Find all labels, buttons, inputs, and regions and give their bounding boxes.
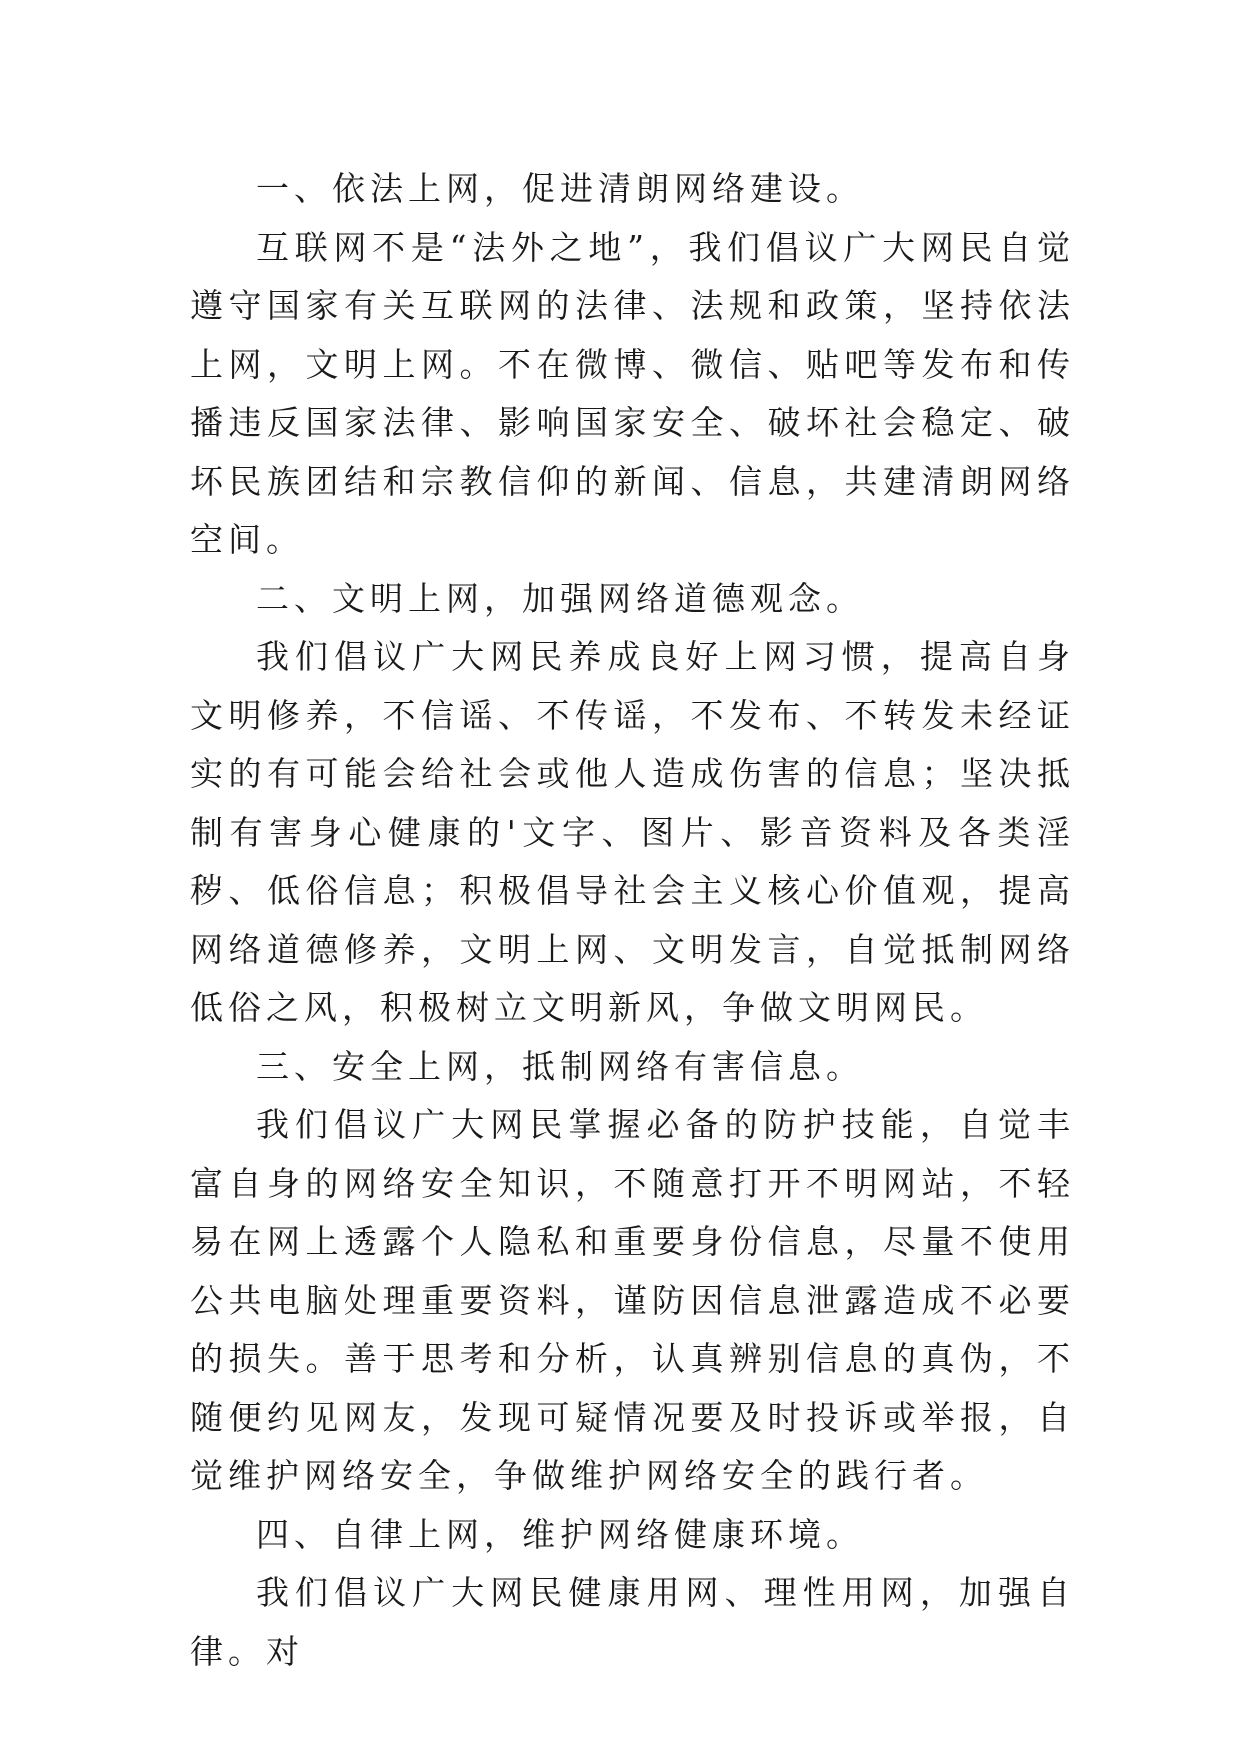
heading-3-safe-online: 三、安全上网，抵制网络有害信息。 [256,1046,864,1086]
heading-4-self-discipline-online: 四、自律上网，维护网络健康环境。 [256,1514,864,1554]
paragraph-lawful-online: 互联网不是“法外之地”，我们倡议广大网民自觉遵守国家有关互联网的法律、法规和政策，坚持依法上网，文明上网。不在微博、微信、贴吧等发布和传播违反国家法律、影响国家安全、破坏社会稳定、破坏民族团结和宗教信仰的新闻、信息，共建清朗网络空间。 [190,227,1075,559]
heading-1-lawful-online: 一、依法上网，促进清朗网络建设。 [256,169,864,208]
paragraph-safe-online: 我们倡议广大网民掌握必备的防护技能，自觉丰富自身的网络安全知识，不随意打开不明网站，不轻易在网上透露个人隐私和重要身份信息，尽量不使用公共电脑处理重要资料，谨防因信息泄露造成不必要的损失。善于思考和分析，认真辨别信息的真伪，不随便约见网友，发现可疑情况要及时投诉或举报，自觉维护网络安全，争做维护网络安全的践行者。 [190,1105,1075,1495]
heading-2-civilized-online: 二、文明上网，加强网络道德观念。 [256,578,864,618]
paragraph-civilized-online: 我们倡议广大网民养成良好上网习惯，提高自身文明修养，不信谣、不传谣，不发布、不转发未经证实的有可能会给社会或他人造成伤害的信息；坚决抵制有害身心健康的'文字、图片、影音资料及各类淫秽、低俗信息；积极倡导社会主义核心价值观，提高网络道德修养，文明上网、文明发言，自觉抵制网络低俗之风，积极树立文明新风，争做文明网民。 [190,637,1075,1027]
paragraph-self-discipline-online: 我们倡议广大网民健康用网、理性用网，加强自律。对 [190,1573,1075,1671]
document-body [190,160,1075,1681]
